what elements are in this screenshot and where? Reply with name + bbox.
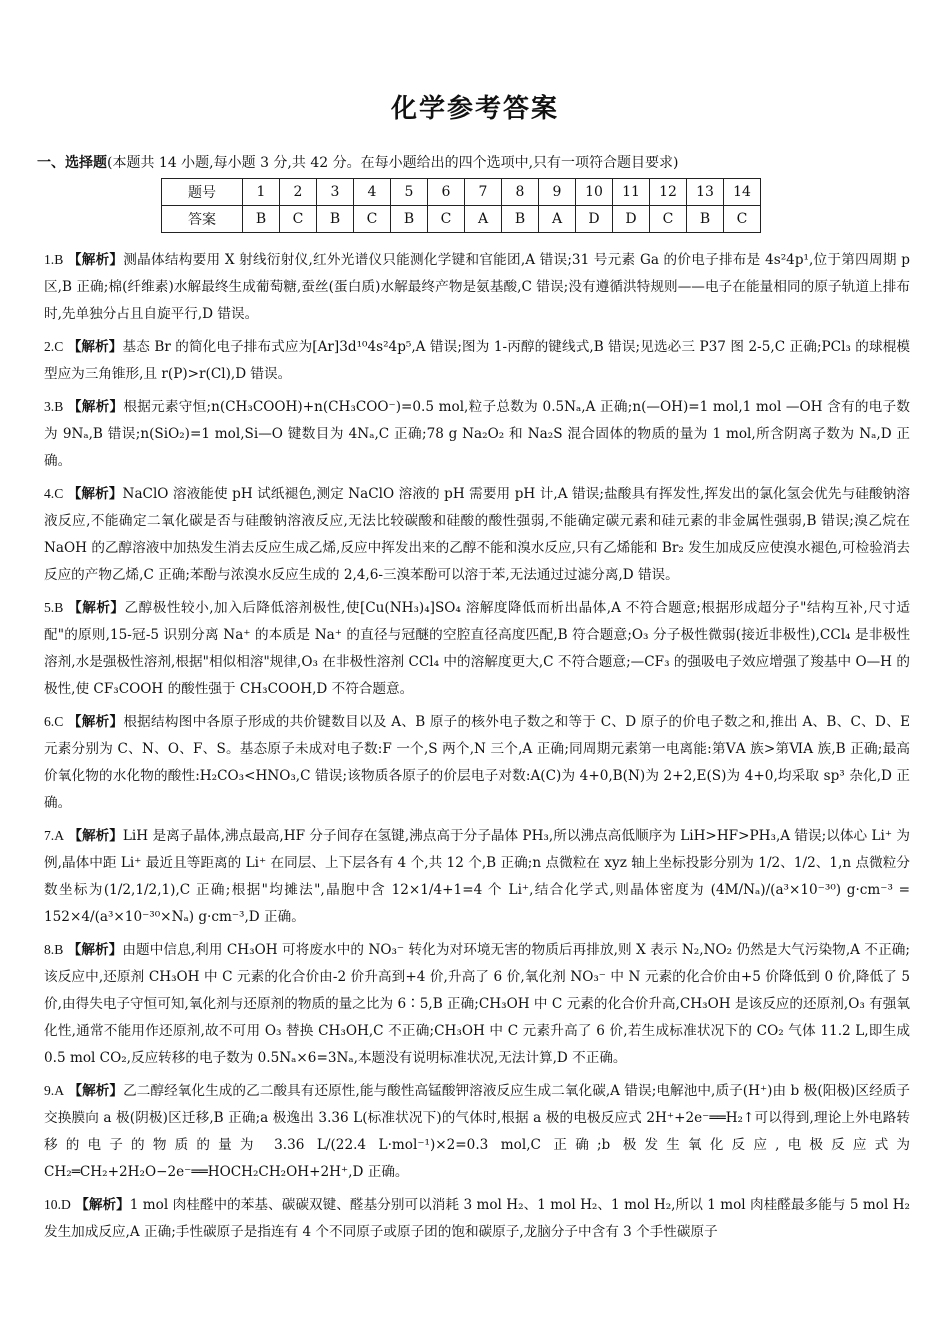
item-text: 测晶体结构要用 X 射线衍射仪,红外光谱仪只能测化学键和官能团,A 错误;31 号元素 Ga 的价电子排布是 4s²4p¹,位于第四周期 p 区,B 正确;棉(纤维素)水解最终生成葡萄糖,蚕丝(蛋白质)水解最终产物是氨基酸,C 错误;没有遵循洪特规则——电子在能量相同的原子轨道上排布时,先单独分占且自旋平行,D 错误。 xyxy=(44,252,910,322)
page-title: 化学参考答案 xyxy=(390,94,559,124)
answer-table-answer-row xyxy=(162,206,761,233)
item-text: 1 mol 肉桂醛中的苯基、碳碳双键、醛基分别可以消耗 3 mol H₂、1 mol H₂、1 mol H₂,所以 1 mol 肉桂醛最多能与 5 mol H₂ 发生加成反应,A 正确;手性碳原子是指连有 4 个不同原子或原子团的饱和碳原子,龙脑分子中含有 3 个手性碳原子 xyxy=(44,1197,910,1240)
question-number-cell: 9 xyxy=(539,179,576,206)
item-number: 4.C xyxy=(44,486,64,501)
explanation-tag: 【解析】 xyxy=(68,600,125,616)
question-number-cell: 1 xyxy=(243,179,280,206)
answer-cell: B xyxy=(687,206,724,233)
item-number: 5.B xyxy=(44,600,64,615)
answer-cell: C xyxy=(650,206,687,233)
explanation-list xyxy=(44,246,910,1251)
question-number-cell: 13 xyxy=(687,179,724,206)
item-text: 乙二醇经氧化生成的乙二酸具有还原性,能与酸性高锰酸钾溶液反应生成二氧化碳,A 错误;电解池中,质子(H⁺)由 b 极(阳极)区经质子交换膜向 a 极(阴极)区迁移,B 正确;a 极逸出 3.36 L(标准状况下)的气体时,根据 a 极的电极反应式 2H⁺+2e⁻══H₂↑可以得到,理论上外电路转移的电子的物质的量为 3.36 L/(22.4 L·mol⁻¹)×2=0.3 mol,C 正确;b 极发生氧化反应,电极反应式为 CH₂═CH₂+2H₂O−2e⁻══HOCH₂CH₂OH+2H⁺,D 正确。 xyxy=(44,1083,911,1180)
answer-cell: B xyxy=(243,206,280,233)
answer-cell: B xyxy=(391,206,428,233)
explanation-item xyxy=(44,480,910,589)
explanation-tag: 【解析】 xyxy=(75,1197,130,1213)
explanation-tag: 【解析】 xyxy=(67,399,124,415)
item-text: 根据元素守恒;n(CH₃COOH)+n(CH₃COO⁻)=0.5 mol,粒子总数为 0.5Nₐ,A 正确;n(—OH)=1 mol,1 mol —OH 含有的电子数为 9Nₐ,B 错误;n(SiO₂)=1 mol,Si—O 键数目为 4Nₐ,C 正确;78 g Na₂O₂ 和 Na₂S 混合固体的物质的量为 1 mol,所含阴离子数为 Nₐ,D 正确。 xyxy=(44,399,911,469)
question-number-cell: 14 xyxy=(724,179,761,206)
item-number: 7.A xyxy=(44,828,65,843)
item-number: 9.A xyxy=(44,1083,65,1098)
explanation-tag: 【解析】 xyxy=(67,486,123,502)
question-number-cell: 7 xyxy=(465,179,502,206)
question-number-cell: 5 xyxy=(391,179,428,206)
section-note: (本题共 14 小题,每小题 3 分,共 42 分。在每小题给出的四个选项中,只有一项符合题目要求) xyxy=(107,155,679,171)
item-number: 2.C xyxy=(44,339,64,354)
explanation-item xyxy=(44,333,910,388)
item-text: LiH 是离子晶体,沸点最高,HF 分子间存在氢键,沸点高于分子晶体 PH₃,所以沸点高低顺序为 LiH>HF>PH₃,A 错误;以体心 Li⁺ 为例,晶体中距 Li⁺ 最近且等距离的 Li⁺ 在同层、上下层各有 4 个,共 12 个,B 正确;n 点微粒在 xyz 轴上坐标投影分别为 1/2、1/2、1,n 点微粒分数坐标为(1/2,1/2,1),C 正确;根据"均摊法",晶胞中含 12×1/4+1=4 个 Li⁺,结合化学式,则晶体密度为 (4M/Nₐ)/(a³×10⁻³⁰) g·cm⁻³ = 152×4/(a³×10⁻³⁰×Nₐ) g·cm⁻³,D 正确。 xyxy=(44,828,911,925)
answer-cell: D xyxy=(613,206,650,233)
row-label-number: 题号 xyxy=(162,179,243,206)
explanation-tag: 【解析】 xyxy=(68,828,123,844)
explanation-tag: 【解析】 xyxy=(67,714,124,730)
explanation-tag: 【解析】 xyxy=(67,252,124,268)
explanation-item xyxy=(44,594,910,703)
answer-cell: C xyxy=(428,206,465,233)
explanation-tag: 【解析】 xyxy=(67,339,123,355)
explanation-tag: 【解析】 xyxy=(67,942,123,958)
item-text: 根据结构图中各原子形成的共价键数目以及 A、B 原子的核外电子数之和等于 C、D 原子的价电子数之和,推出 A、B、C、D、E 元素分别为 C、N、O、F、S。基态原子未成对电子数:F 一个,S 两个,N 三个,A 正确;同周期元素第一电离能:第ⅤA 族>第ⅥA 族,B 正确;最高价氧化物的水化物的酸性:H₂CO₃<HNO₃,C 错误;该物质各原子的价层电子对数:A(C)为 4+0,B(N)为 2+2,E(S)为 4+0,均采取 sp³ 杂化,D 正确。 xyxy=(44,714,910,811)
question-number-cell: 12 xyxy=(650,179,687,206)
answer-cell: B xyxy=(317,206,354,233)
question-number-cell: 4 xyxy=(354,179,391,206)
item-number: 10.D xyxy=(44,1197,71,1212)
question-number-cell: 2 xyxy=(280,179,317,206)
explanation-item xyxy=(44,936,910,1072)
item-number: 3.B xyxy=(44,399,64,414)
explanation-item xyxy=(44,1191,910,1246)
explanation-tag: 【解析】 xyxy=(68,1083,124,1099)
answer-table xyxy=(161,178,761,233)
question-number-cell: 10 xyxy=(576,179,613,206)
section-heading xyxy=(37,152,679,172)
question-number-cell: 11 xyxy=(613,179,650,206)
item-text: 乙醇极性较小,加入后降低溶剂极性,使[Cu(NH₃)₄]SO₄ 溶解度降低而析出晶体,A 不符合题意;根据形成超分子"结构互补,尺寸适配"的原则,15-冠-5 识别分离 Na⁺ 的本质是 Na⁺ 的直径与冠醚的空腔直径高度匹配,B 符合题意;O₃ 分子极性微弱(接近非极性),CCl₄ 是非极性溶剂,水是强极性溶剂,根据"相似相溶"规律,O₃ 在非极性溶剂 CCl₄ 中的溶解度更大,C 不符合题意;—CF₃ 的强吸电子效应增强了羧基中 O—H 的极性,使 CF₃COOH 的酸性强于 CH₃COOH,D 不符合题意。 xyxy=(44,600,911,697)
answer-cell: D xyxy=(576,206,613,233)
item-number: 8.B xyxy=(44,942,64,957)
item-number: 1.B xyxy=(44,252,64,267)
question-number-cell: 6 xyxy=(428,179,465,206)
row-label-answer: 答案 xyxy=(162,206,243,233)
item-text: 基态 Br 的简化电子排布式应为[Ar]3d¹⁰4s²4p⁵,A 错误;图为 1-丙醇的键线式,B 错误;见选必三 P37 图 2-5,C 正确;PCl₃ 的球棍模型应为三角锥形,且 r(P)>r(Cl),D 错误。 xyxy=(44,339,910,382)
section-title: 一、选择题 xyxy=(37,155,107,171)
answer-cell: C xyxy=(354,206,391,233)
answer-cell: B xyxy=(502,206,539,233)
explanation-item xyxy=(44,1077,910,1186)
item-number: 6.C xyxy=(44,714,64,729)
explanation-item xyxy=(44,822,910,931)
explanation-item xyxy=(44,393,910,475)
answer-cell: C xyxy=(724,206,761,233)
question-number-cell: 8 xyxy=(502,179,539,206)
item-text: NaClO 溶液能使 pH 试纸褪色,测定 NaClO 溶液的 pH 需要用 pH 计,A 错误;盐酸具有挥发性,挥发出的氯化氢会优先与硅酸钠溶液反应,不能确定二氧化碳是否与硅酸钠溶液反应,无法比较碳酸和硅酸的酸性强弱,不能确定碳元素和硅元素的非金属性强弱,B 错误;溴乙烷在 NaOH 的乙醇溶液中加热发生消去反应生成乙烯,反应中挥发出来的乙醇不能和溴水反应,只有乙烯能和 Br₂ 发生加成反应使溴水褪色,可检验消去反应的产物乙烯,C 正确;苯酚与浓溴水反应生成的 2,4,6-三溴苯酚可以溶于苯,无法通过过滤分离,D 错误。 xyxy=(44,486,910,583)
answer-cell: A xyxy=(539,206,576,233)
explanation-item xyxy=(44,246,910,328)
answer-cell: A xyxy=(465,206,502,233)
answer-table-number-row xyxy=(162,179,761,206)
explanation-item xyxy=(44,708,910,817)
answer-cell: C xyxy=(280,206,317,233)
question-number-cell: 3 xyxy=(317,179,354,206)
item-text: 由题中信息,利用 CH₃OH 可将废水中的 NO₃⁻ 转化为对环境无害的物质后再排放,则 X 表示 N₂,NO₂ 仍然是大气污染物,A 不正确;该反应中,还原剂 CH₃OH 中 C 元素的化合价由-2 价升高到+4 价,升高了 6 价,氧化剂 NO₃⁻ 中 N 元素的化合价由+5 价降低到 0 价,降低了 5 价,由得失电子守恒可知,氧化剂与还原剂的物质的量之比为 6∶5,B 正确;CH₃OH 中 C 元素的化合价升高,CH₃OH 是该反应的还原剂,O₃ 有强氧化性,通常不能用作还原剂,故不可用 O₃ 替换 CH₃OH,C 不正确;CH₃OH 中 C 元素升高了 6 价,若生成标准状况下的 CO₂ 气体 11.2 L,即生成 0.5 mol CO₂,反应转移的电子数为 0.5Nₐ×6=3Nₐ,本题没有说明标准状况,无法计算,D 不正确。 xyxy=(44,942,910,1066)
